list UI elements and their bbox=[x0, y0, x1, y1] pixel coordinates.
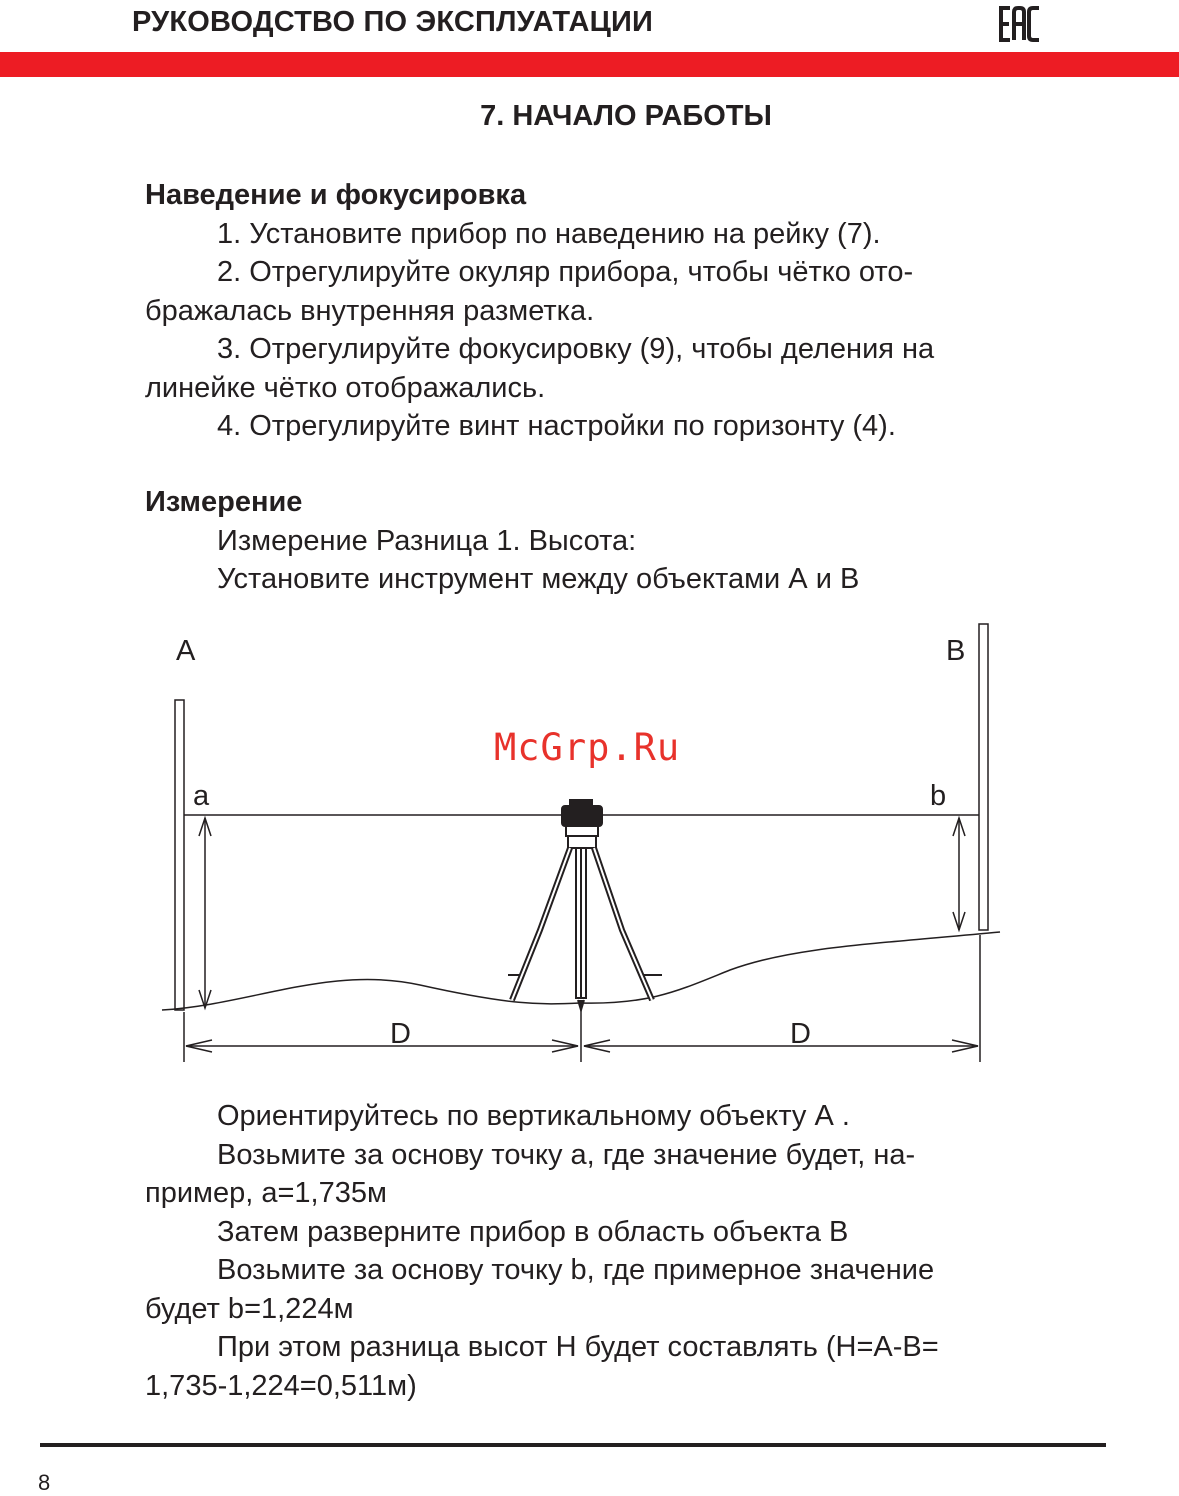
instruction-4: Возьмите за основу точку b, где примерное значение bbox=[217, 1254, 935, 1286]
instruction-4-cont: будет b=1,224м bbox=[145, 1292, 354, 1325]
eac-logo bbox=[998, 6, 1042, 42]
leveling-diagram bbox=[150, 615, 1010, 1075]
instruction-2: Возьмите за основу точку а, где значение будет, на- bbox=[217, 1138, 916, 1171]
focus-step-3: 3. Отрегулируйте фокусировку (9), чтобы деления на bbox=[217, 333, 935, 365]
manual-header-title: РУКОВОДСТВО ПО ЭКСПЛУАТАЦИИ bbox=[132, 6, 654, 38]
label-B: B bbox=[946, 635, 966, 667]
staff-b bbox=[979, 624, 988, 930]
label-D-right: D bbox=[790, 1018, 811, 1050]
section-title: 7. НАЧАЛО РАБОТЫ bbox=[480, 100, 772, 132]
measure-intro-1: Измерение Разница 1. Высота: bbox=[217, 524, 637, 557]
instructions-section bbox=[145, 1097, 1025, 1405]
focus-step-4: 4. Отрегулируйте винт настройки по горизонту (4). bbox=[217, 410, 896, 442]
instruction-2-cont: пример, а=1,735м bbox=[145, 1177, 387, 1209]
instruction-1: Ориентируйтесь по вертикальному объекту А . bbox=[217, 1100, 850, 1132]
measure-intro-2: Установите инструмент между объектами А и В bbox=[217, 563, 860, 595]
measure-section bbox=[145, 483, 1025, 599]
label-A: A bbox=[176, 635, 196, 667]
label-D-left: D bbox=[390, 1018, 411, 1050]
measure-heading: Измерение bbox=[145, 486, 303, 518]
focus-heading: Наведение и фокусировка bbox=[145, 179, 527, 211]
instruction-5-cont: 1,735-1,224=0,511м) bbox=[145, 1369, 417, 1402]
label-a: a bbox=[193, 780, 210, 812]
focus-step-2: 2. Отрегулируйте окуляр прибора, чтобы чётко ото- bbox=[217, 256, 914, 288]
header-red-bar bbox=[0, 52, 1179, 77]
staff-a bbox=[175, 700, 184, 1010]
focus-step-3-cont: линейке чётко отображались. bbox=[145, 371, 546, 404]
focus-step-2-cont: бражалась внутренняя разметка. bbox=[145, 294, 595, 327]
focus-section bbox=[145, 176, 1025, 446]
page-number: 8 bbox=[38, 1470, 51, 1495]
instruction-3: Затем разверните прибор в область объекта В bbox=[217, 1215, 849, 1248]
instruction-5: При этом разница высот H будет составлять (H=A-B= bbox=[217, 1331, 939, 1363]
label-b: b bbox=[930, 780, 947, 812]
footer-rule bbox=[40, 1443, 1106, 1447]
tripod-level-icon bbox=[508, 800, 662, 1010]
focus-step-1: 1. Установите прибор по наведению на рейку (7). bbox=[217, 217, 881, 250]
watermark: McGrp.Ru bbox=[494, 726, 681, 769]
